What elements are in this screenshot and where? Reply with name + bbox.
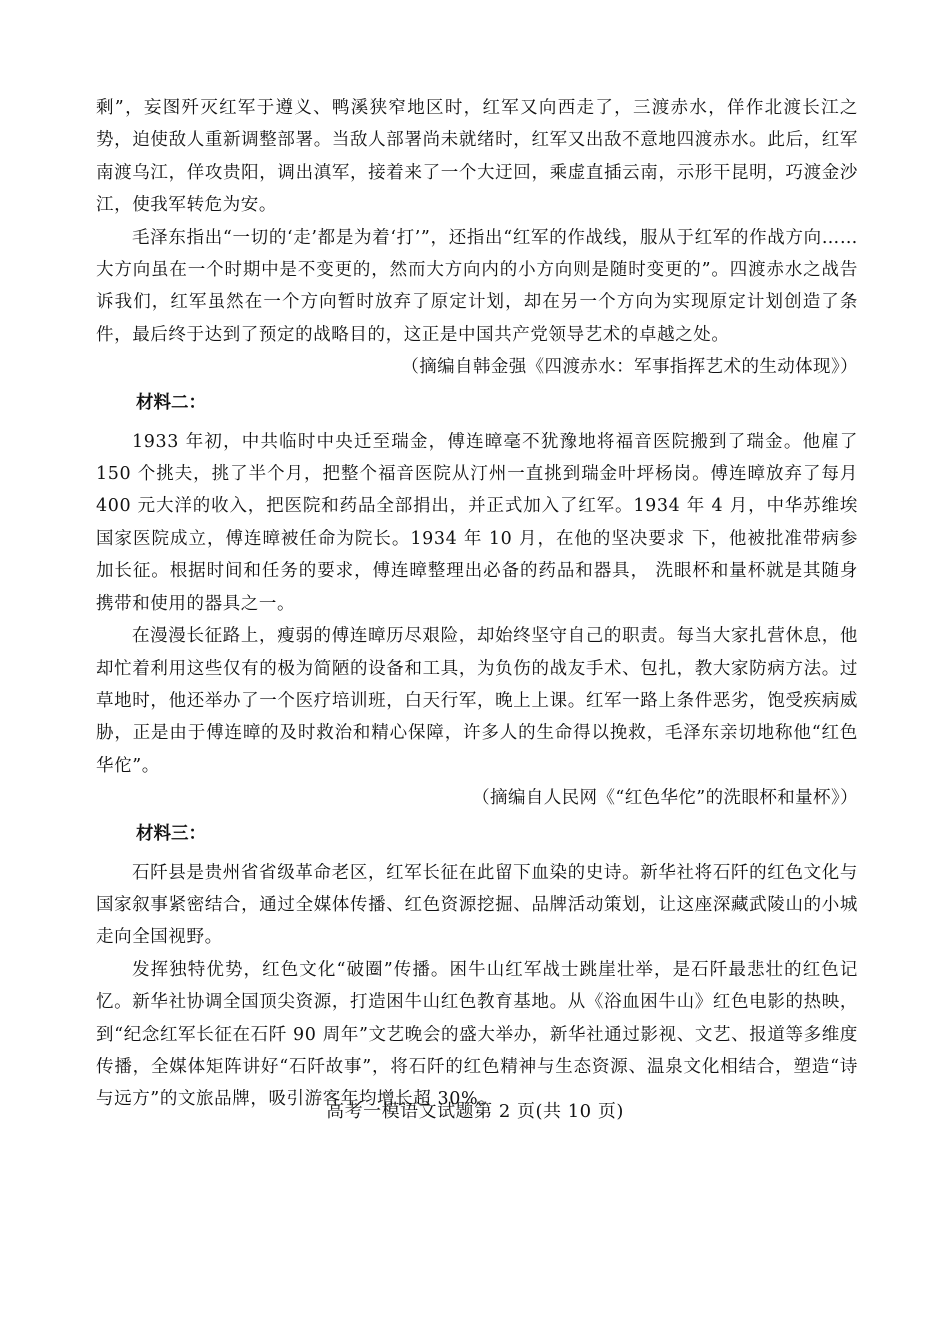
document-body	[96, 92, 858, 1116]
material1-continued-paragraph: 剩”，妄图歼灭红军于遵义、鸭溪狭窄地区时，红军又向西走了，三渡赤水，佯作北渡长江之势，迫使敌人重新调整部署。当敌人部署尚未就绪时，红军又出敌不意地四渡赤水。此后，红军南渡乌江，佯攻贵阳，调出滇军，接着来了一个大迂回，乘虚直插云南，示形干昆明，巧渡金沙江，使我军转危为安。	[96, 98, 858, 216]
material2-paragraph-1: 1933 年初，中共临时中央迁至瑞金，傅连暲毫不犹豫地将福音医院搬到了瑞金。他雇了 150 个挑夫，挑了半个月，把整个福音医院从汀州一直挑到瑞金叶坪杨岗。傅连暲放弃了每月 400 元大洋的收入，把医院和药品全部捐出，并正式加入了红军。1934 年 4 月，中华苏维埃国家医院成立，傅连暲被任命为院长。1934 年 10 月，在他的坚决要求 下，他被批准带病参加长征。根据时间和任务的要求，傅连暲整理出必备的药品和器具， 洗眼杯和量杯就是其随身携带和使用的器具之一。	[96, 431, 858, 614]
material1-paragraph-2: 毛泽东指出“一切的‘走’都是为着‘打’”，还指出“红军的作战线，服从于红军的作战方向……大方向虽在一个时期中是不变更的，然而大方向内的小方向则是随时变更的”。四渡赤水之战告诉我们，红军虽然在一个方向暂时放弃了原定计划，却在另一个方向为实现原定计划创造了条件，最后终于达到了预定的战略目的，这正是中国共产党领导艺术的卓越之处。	[96, 227, 858, 345]
material2-heading: 材料二：	[136, 392, 206, 413]
material1-source: （摘编自韩金强《四渡赤水：军事指挥艺术的生动体现》）	[401, 357, 858, 378]
material3-paragraph-2: 发挥独特优势，红色文化“破圈”传播。困牛山红军战士跳崖壮举，是石阡最悲壮的红色记忆。新华社协调全国顶尖资源，打造困牛山红色教育基地。从《浴血困牛山》红色电影的热映，到“纪念红军长征在石阡 90 周年”文艺晚会的盛大举办，新华社通过影视、文艺、报道等多维度传播，全媒体矩阵讲好“石阡故事”，将石阡的红色精神与生态资源、温泉文化相结合，塑造“诗与远方”的文旅品牌，吸引游客年均增长超 30%。	[96, 959, 858, 1110]
material3-paragraph-1: 石阡县是贵州省省级革命老区，红军长征在此留下血染的史诗。新华社将石阡的红色文化与国家叙事紧密结合，通过全媒体传播、红色资源挖掘、品牌活动策划，让这座深藏武陵山的小城走向全国视野。	[96, 862, 858, 948]
material3-heading: 材料三：	[136, 823, 206, 844]
material2-source: （摘编自人民网《“红色华佗”的洗眼杯和量杯》）	[472, 788, 858, 809]
page-footer: 高考一模语文试题第 2 页(共 10 页)	[326, 1101, 624, 1122]
material2-paragraph-2: 在漫漫长征路上，瘦弱的傅连暲历尽艰险，却始终坚守自己的职责。每当大家扎营休息，他却忙着利用这些仅有的极为简陋的设备和工具，为负伤的战友手术、包扎，教大家防病方法。过草地时，他还举办了一个医疗培训班，白天行军，晚上上课。红军一路上条件恶劣，饱受疾病威胁，正是由于傅连暲的及时救治和精心保障，许多人的生命得以挽救，毛泽东亲切地称他“红色华佗”。	[96, 626, 858, 776]
